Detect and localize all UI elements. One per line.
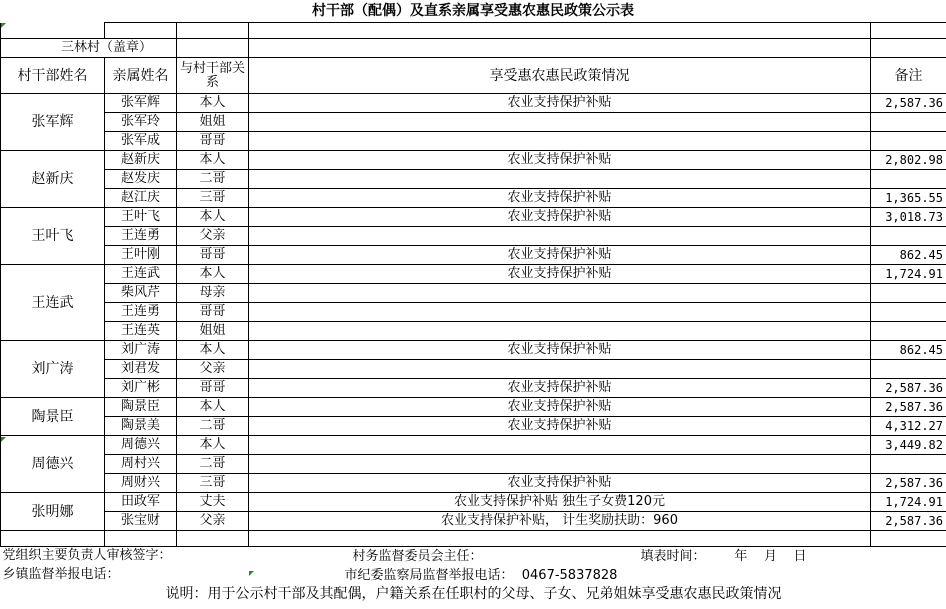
policy	[249, 455, 871, 474]
table-row	[1, 189, 946, 208]
remark-amount: 2,587.36	[871, 379, 946, 398]
village-label: 三林村（盖章）	[1, 39, 177, 58]
relative-name: 王连英	[105, 322, 177, 341]
committee-sign-label: 村务监督委员会主任：	[352, 549, 483, 564]
table-row	[1, 436, 946, 455]
relative-name: 刘广彬	[105, 379, 177, 398]
policy: 农业支持保护补贴， 计生奖励扶助：960	[249, 512, 871, 531]
table-row	[1, 398, 946, 417]
policy: 农业支持保护补贴	[249, 341, 871, 360]
relation: 本人	[177, 265, 249, 284]
cadre-name: 陶景臣	[1, 398, 105, 436]
relative-name: 张宝财	[105, 512, 177, 531]
policy	[249, 113, 871, 132]
relation: 本人	[177, 341, 249, 360]
cadre-name: 赵新庆	[1, 151, 105, 208]
header-relation: 与村干部关系	[177, 58, 249, 94]
relation: 二哥	[177, 170, 249, 189]
policy	[249, 436, 871, 455]
table-row	[1, 322, 946, 341]
remark-amount: 2,587.36	[871, 474, 946, 493]
town-phone-label: 乡镇监督举报电话：	[2, 567, 120, 582]
cadre-name: 刘广涛	[1, 341, 105, 398]
relative-name: 陶景臣	[105, 398, 177, 417]
table-row	[1, 493, 946, 512]
relation: 父亲	[177, 360, 249, 379]
relative-name: 刘广涛	[105, 341, 177, 360]
table-row	[1, 455, 946, 474]
table-row	[1, 208, 946, 227]
village-row	[1, 39, 946, 58]
table-row	[1, 360, 946, 379]
relation: 姐姐	[177, 322, 249, 341]
remark-amount: 1,724.91	[871, 265, 946, 284]
footer-sign-row	[1, 547, 946, 566]
policy	[249, 303, 871, 322]
relative-name: 陶景美	[105, 417, 177, 436]
city-phone-label: 市纪委监察局监督举报电话： 0467-5837828	[344, 567, 618, 583]
blank-row	[1, 23, 946, 39]
table-row	[1, 284, 946, 303]
cadre-name: 张明娜	[1, 493, 105, 531]
relative-name: 张军成	[105, 132, 177, 151]
remark-amount: 3,018.73	[871, 208, 946, 227]
policy: 农业支持保护补贴	[249, 398, 871, 417]
relative-name: 周德兴	[105, 436, 177, 455]
policy	[249, 284, 871, 303]
remark-amount	[871, 303, 946, 322]
note-text: 说明：用于公示村干部及其配偶，户籍关系在任职村的父母、子女、兄弟姐妹享受惠农惠民政策情况	[165, 586, 782, 602]
remark-amount: 1,724.91	[871, 493, 946, 512]
table-row	[1, 246, 946, 265]
policy: 农业支持保护补贴 独生子女费120元	[249, 493, 871, 512]
relation: 丈夫	[177, 493, 249, 512]
policy	[249, 170, 871, 189]
remark-amount: 2,802.98	[871, 151, 946, 170]
relative-name: 柴风芹	[105, 284, 177, 303]
header-remark: 备注	[871, 58, 946, 94]
relation: 姐姐	[177, 113, 249, 132]
remark-amount: 2,587.36	[871, 398, 946, 417]
table-row	[1, 512, 946, 531]
remark-amount: 2,587.36	[871, 94, 946, 113]
remark-amount	[871, 284, 946, 303]
cadre-name: 王叶飞	[1, 208, 105, 265]
header-policy: 享受惠农惠民政策情况	[249, 58, 871, 94]
table-row	[1, 94, 946, 113]
relation: 二哥	[177, 417, 249, 436]
table-row	[1, 151, 946, 170]
policy: 农业支持保护补贴	[249, 379, 871, 398]
policy	[249, 322, 871, 341]
remark-amount: 1,365.55	[871, 189, 946, 208]
remark-amount: 4,312.27	[871, 417, 946, 436]
relation: 母亲	[177, 284, 249, 303]
relation: 哥哥	[177, 132, 249, 151]
remark-amount	[871, 360, 946, 379]
remark-amount: 2,587.36	[871, 512, 946, 531]
relation: 三哥	[177, 474, 249, 493]
relative-name: 周村兴	[105, 455, 177, 474]
table-row	[1, 132, 946, 151]
footer-phone-row	[1, 566, 946, 585]
relative-name: 赵新庆	[105, 151, 177, 170]
relation: 哥哥	[177, 303, 249, 322]
table-row	[1, 379, 946, 398]
relation: 本人	[177, 151, 249, 170]
table-row	[1, 303, 946, 322]
cell-marker-icon	[1, 23, 6, 28]
cell-marker-icon	[1, 437, 6, 442]
relative-name: 田政军	[105, 493, 177, 512]
policy: 农业支持保护补贴	[249, 151, 871, 170]
policy	[249, 360, 871, 379]
remark-amount	[871, 227, 946, 246]
remark-amount: 3,449.82	[871, 436, 946, 455]
table-row	[1, 474, 946, 493]
relation: 本人	[177, 208, 249, 227]
remark-amount: 862.45	[871, 341, 946, 360]
cell-marker-icon	[249, 571, 254, 576]
relative-name: 王连勇	[105, 303, 177, 322]
policy	[249, 132, 871, 151]
remark-amount	[871, 322, 946, 341]
policy	[249, 227, 871, 246]
fill-time-label: 填表时间： 年 月 日	[640, 549, 807, 564]
remark-amount	[871, 113, 946, 132]
relation: 三哥	[177, 189, 249, 208]
table-row	[1, 341, 946, 360]
blank-row-end	[1, 531, 946, 547]
disclosure-table	[0, 22, 946, 604]
relation: 父亲	[177, 512, 249, 531]
relative-name: 刘君发	[105, 360, 177, 379]
relation: 本人	[177, 436, 249, 455]
table-row	[1, 265, 946, 284]
footer-note-row	[1, 585, 946, 604]
policy: 农业支持保护补贴	[249, 265, 871, 284]
table-row	[1, 417, 946, 436]
relative-name: 王叶飞	[105, 208, 177, 227]
table-row	[1, 170, 946, 189]
relative-name: 周财兴	[105, 474, 177, 493]
policy: 农业支持保护补贴	[249, 189, 871, 208]
remark-amount: 862.45	[871, 246, 946, 265]
cadre-name: 张军辉	[1, 94, 105, 151]
page-title: 村干部（配偶）及直系亲属享受惠农惠民政策公示表	[312, 3, 634, 19]
relative-name: 赵发庆	[105, 170, 177, 189]
header-cadre: 村干部姓名	[1, 58, 105, 94]
relative-name: 王叶刚	[105, 246, 177, 265]
policy: 农业支持保护补贴	[249, 474, 871, 493]
remark-amount	[871, 455, 946, 474]
remark-amount	[871, 170, 946, 189]
policy: 农业支持保护补贴	[249, 94, 871, 113]
relation: 二哥	[177, 455, 249, 474]
policy: 农业支持保护补贴	[249, 246, 871, 265]
relation: 哥哥	[177, 379, 249, 398]
remark-amount	[871, 132, 946, 151]
table-row	[1, 113, 946, 132]
cadre-name: 王连武	[1, 265, 105, 341]
relation: 哥哥	[177, 246, 249, 265]
header-relative: 亲属姓名	[105, 58, 177, 94]
relative-name: 张军玲	[105, 113, 177, 132]
relation: 父亲	[177, 227, 249, 246]
relative-name: 王连勇	[105, 227, 177, 246]
party-sign-label: 党组织主要负责人审核签字：	[2, 548, 172, 564]
relative-name: 张军辉	[105, 94, 177, 113]
header-row	[1, 58, 946, 94]
policy: 农业支持保护补贴	[249, 417, 871, 436]
relation: 本人	[177, 94, 249, 113]
relative-name: 赵江庆	[105, 189, 177, 208]
policy: 农业支持保护补贴	[249, 208, 871, 227]
relation: 本人	[177, 398, 249, 417]
cadre-name: 周德兴	[1, 436, 105, 493]
relative-name: 王连武	[105, 265, 177, 284]
table-row	[1, 227, 946, 246]
